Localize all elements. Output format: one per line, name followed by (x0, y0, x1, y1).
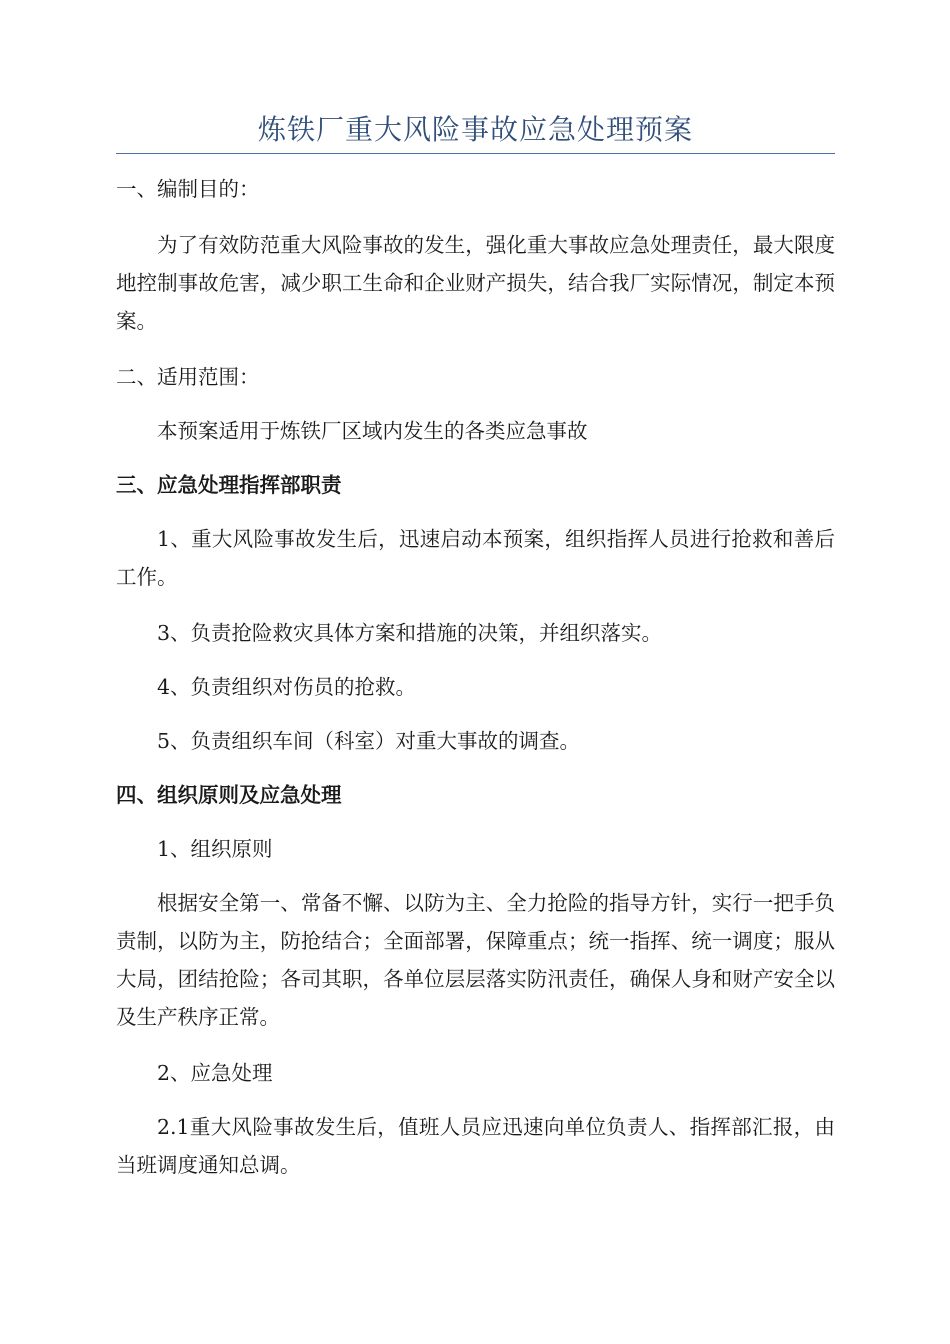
section-heading-principles: 四、组织原则及应急处理 (116, 783, 342, 807)
paragraph-duty-5: 5、负责组织车间（科室）对重大事故的调查。 (157, 729, 581, 753)
paragraph-emergency-2-1: 2.1重大风险事故发生后，值班人员应迅速向单位负责人、指挥部汇报，由当班调度通知总调。 (116, 1115, 835, 1177)
paragraph-duty-1: 1、重大风险事故发生后，迅速启动本预案，组织指挥人员进行抢救和善后工作。 (116, 527, 835, 589)
section-heading-scope: 二、适用范围： (116, 365, 260, 389)
paragraph-duty-4: 4、负责组织对伤员的抢救。 (157, 675, 417, 699)
paragraph-scope: 本预案适用于炼铁厂区域内发生的各类应急事故 (157, 419, 588, 443)
section-heading-purpose: 一、编制目的： (116, 177, 260, 201)
document-body (116, 170, 835, 1184)
document-title: 炼铁厂重大风险事故应急处理预案 (257, 113, 693, 146)
paragraph-purpose: 为了有效防范重大风险事故的发生，强化重大事故应急处理责任，最大限度地控制事故危害，减少职工生命和企业财产损失，结合我厂实际情况，制定本预案。 (116, 233, 835, 333)
paragraph-principles: 根据安全第一、常备不懈、以防为主、全力抢险的指导方针，实行一把手负责制，以防为主，防抢结合；全面部署，保障重点；统一指挥、统一调度；服从大局，团结抢险；各司其职，各单位层层落实防汛责任，确保人身和财产安全以及生产秩序正常。 (116, 891, 835, 1029)
subheading-principles: 1、组织原则 (157, 837, 273, 861)
paragraph-duty-3: 3、负责抢险救灾具体方案和措施的决策，并组织落实。 (157, 621, 663, 645)
subheading-emergency-handling: 2、应急处理 (157, 1061, 273, 1085)
title-underline (116, 153, 835, 154)
section-heading-command-duties: 三、应急处理指挥部职责 (116, 473, 342, 497)
